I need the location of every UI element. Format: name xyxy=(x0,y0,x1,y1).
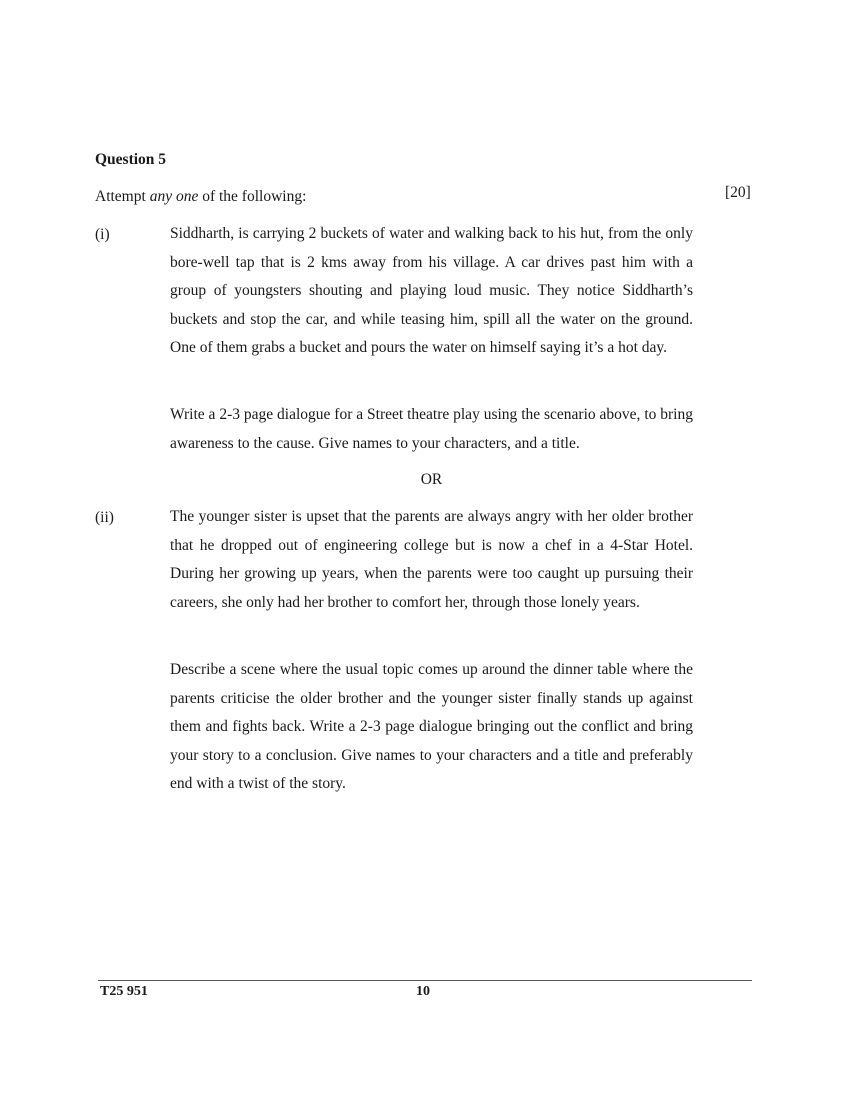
item-number-i: (i) xyxy=(95,226,110,243)
paper-code: T25 951 xyxy=(100,984,148,999)
instruction-suffix: of the following: xyxy=(198,188,307,205)
instruction-emphasis: any one xyxy=(149,188,199,205)
item-ii-task: Describe a scene where the usual topic comes up around the dinner table where the parents criticise the older brother and the younger sister finally stands up against them and fights back. Write a 2-3 page dialogue bringing out the conflict and bring your story to a conclusion. Give names to your characters and a title and preferably end with a twist of the story. xyxy=(170,661,693,793)
marks-label: [20] xyxy=(725,184,751,201)
item-i-scenario: Siddharth, is carrying 2 buckets of water and walking back to his hut, from the only bore-well tap that is 2 kms away from his village. A car drives past him with a group of youngsters shouting and playing loud music. They notice Siddharth’s buckets and stop the car, and while teasing him, spill all the water on the ground. One of them grabs a bucket and pours the water on himself saying it’s a hot day. xyxy=(170,225,693,357)
question-title: Question 5 xyxy=(95,151,167,168)
page-number: 10 xyxy=(416,984,430,999)
item-number-ii: (ii) xyxy=(95,509,114,526)
or-separator: OR xyxy=(420,471,443,488)
instruction-prefix: Attempt xyxy=(95,188,150,205)
footer-divider xyxy=(98,980,752,981)
instruction-text xyxy=(95,188,595,206)
item-ii-scenario: The younger sister is upset that the parents are always angry with her older brother that he dropped out of engineering college but is now a chef in a 4-Star Hotel. During her growing up years, when the parents were too caught up pursuing their careers, she only had her brother to comfort her, through those lonely years. xyxy=(170,508,693,611)
item-i-task: Write a 2-3 page dialogue for a Street theatre play using the scenario above, to bring awareness to the cause. Give names to your characters, and a title. xyxy=(170,406,693,452)
